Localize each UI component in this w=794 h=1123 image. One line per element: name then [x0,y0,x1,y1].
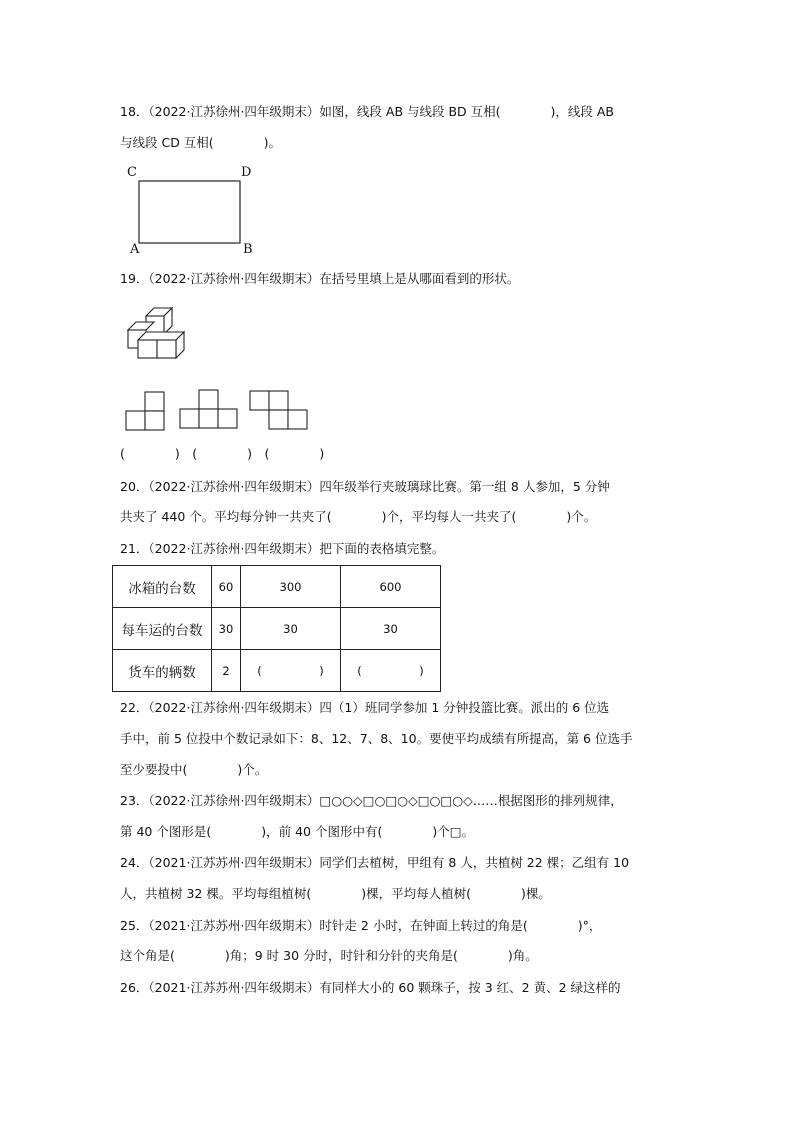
row-head: 冰箱的台数 [113,566,212,608]
table-cell: 30 [212,608,241,650]
q19-answer-blanks: ( ) ( ) ( ) [120,446,325,461]
q24-line-1: 24．（2021·江苏苏州·四年级期末）同学们去植树，甲组有 8 人，共植树 22 棵；乙组有 10 [120,855,630,870]
label-c: C [127,165,137,180]
answer-blank: ( ) [341,650,441,692]
table-cell: 2 [212,650,241,692]
table-cell: 60 [212,566,241,608]
table-cell: 300 [241,566,341,608]
table-row [113,566,441,608]
row-head: 每车运的台数 [113,608,212,650]
view-shapes [124,386,324,432]
table-row [113,650,441,692]
q22-line-1: 22．（2022·江苏徐州·四年级期末）四（1）班同学参加 1 分钟投篮比赛。派出的 6 位选 [120,700,610,715]
q24-line-2: 人，共植树 32 棵。平均每组植树( )棵，平均每人植树( )棵。 [120,886,551,901]
rectangle-figure [118,164,268,258]
q18-line-1: 18．（2022·江苏徐州·四年级期末）如图，线段 AB 与线段 BD 互相( )，线段 AB [120,104,614,119]
q22-line-3: 至少要投中( )个。 [120,762,268,777]
q20-line-1: 20．（2022·江苏徐州·四年级期末）四年级举行夹玻璃球比赛。第一组 8 人参加，5 分钟 [120,479,610,494]
cube-stack-figure [124,304,190,360]
label-a: A [130,242,140,257]
label-d: D [241,165,252,180]
label-b: B [243,242,253,257]
answer-blank: ( ) [241,650,341,692]
q23-line-2: 第 40 个图形是( )，前 40 个图形中有( )个□。 [120,824,475,839]
q21-line-1: 21．（2022·江苏徐州·四年级期末）把下面的表格填完整。 [120,541,445,556]
table-cell: 600 [341,566,441,608]
q23-line-1: 23．（2022·江苏徐州·四年级期末）□○○◇□○□○◇□○□○◇……根据图形的排列规律， [120,793,623,808]
q22-line-2: 手中，前 5 位投中个数记录如下：8、12、7、8、10。要使平均成绩有所提高，第 6 位选手 [120,731,633,746]
q25-line-2: 这个角是( )角；9 时 30 分时，时针和分针的夹角是( )角。 [120,948,538,963]
q19-line-1: 19．（2022·江苏徐州·四年级期末）在括号里填上是从哪面看到的形状。 [120,271,520,286]
table-cell: 30 [341,608,441,650]
q25-line-1: 25．（2021·江苏苏州·四年级期末）时针走 2 小时，在钟面上转过的角是( )°， [120,918,602,933]
q26-line-1: 26．（2021·江苏苏州·四年级期末）有同样大小的 60 颗珠子，按 3 红、2 黄、2 绿这样的 [120,980,621,995]
table-row [113,608,441,650]
row-head: 货车的辆数 [113,650,212,692]
table-cell: 30 [241,608,341,650]
refrigerator-table [112,565,441,692]
q18-line-2: 与线段 CD 互相( )。 [120,135,282,150]
q20-line-2: 共夹了 440 个。平均每分钟一共夹了( )个，平均每人一共夹了( )个。 [120,509,597,524]
